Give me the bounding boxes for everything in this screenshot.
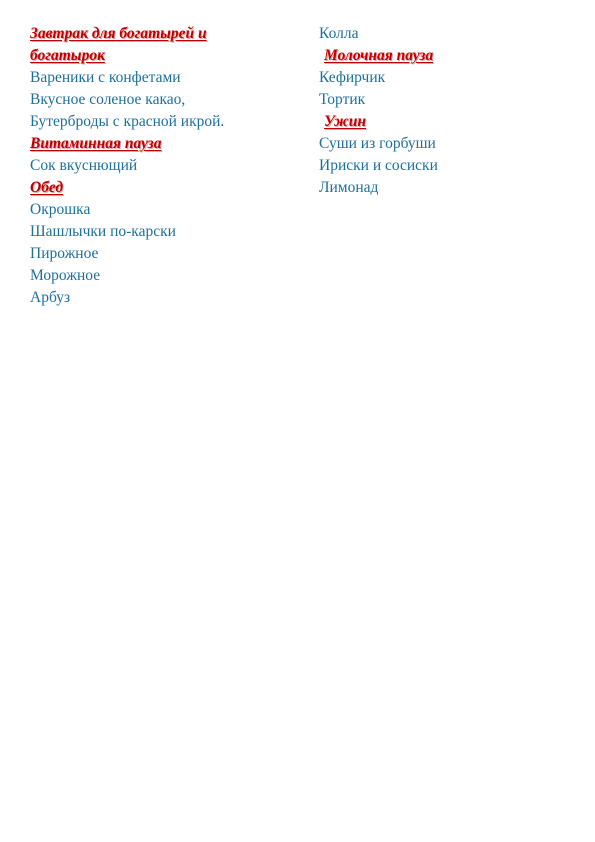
menu-item: Ириски и сосиски (319, 157, 438, 174)
menu-item: Бутерброды с красной икрой. (30, 113, 225, 130)
menu-item: Вареники с конфетами (30, 69, 181, 86)
vitamin-pause-heading: Витаминная пауза (30, 135, 162, 152)
menu-item: Суши из горбуши (319, 135, 436, 152)
menu-item: Арбуз (30, 289, 71, 306)
menu-item: Морожное (30, 267, 101, 284)
menu-item: Окрошка (30, 201, 91, 218)
dinner-heading: Ужин (324, 113, 366, 130)
lunch-heading: Обед (30, 179, 64, 196)
breakfast-heading-line1: Завтрак для богатырей и (30, 25, 207, 42)
menu-item: Лимонад (319, 179, 379, 196)
menu-item: Тортик (319, 91, 366, 108)
menu-item: Кефирчик (319, 69, 386, 86)
breakfast-heading-line2: богатырок (30, 47, 105, 64)
menu-item: Пирожное (30, 245, 99, 262)
milk-pause-heading: Молочная пауза (324, 47, 434, 64)
menu-item: Сок вкуснющий (30, 157, 138, 174)
menu-right-column (319, 23, 569, 199)
menu-left-column (30, 23, 280, 309)
menu-item: Шашлычки по-карски (30, 223, 176, 240)
menu-item: Колла (319, 25, 359, 42)
menu-item: Вкусное соленое какао, (30, 91, 186, 108)
